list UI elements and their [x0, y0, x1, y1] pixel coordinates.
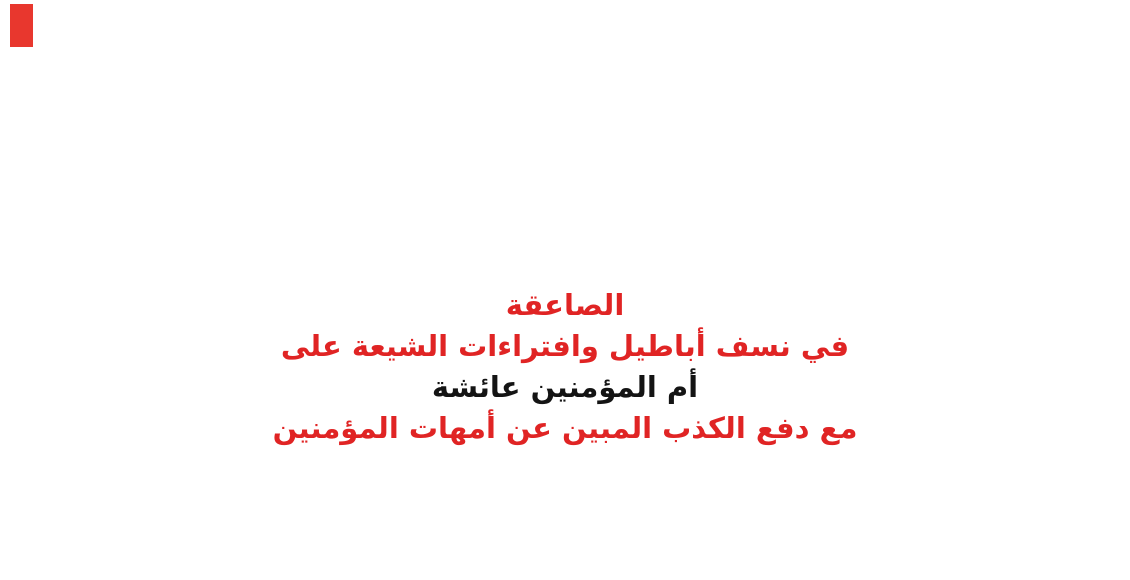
book-subtitle-line-1: في نسف أباطيل وافتراءات الشيعة على [280, 329, 850, 363]
book-title: الصاعقة [505, 288, 625, 322]
red-corner-mark [10, 4, 33, 47]
book-title-block [0, 285, 1130, 449]
book-subtitle-line-2: مع دفع الكذب المبين عن أمهات المؤمنين [272, 411, 858, 445]
book-subject-line: أم المؤمنين عائشة [431, 370, 699, 404]
